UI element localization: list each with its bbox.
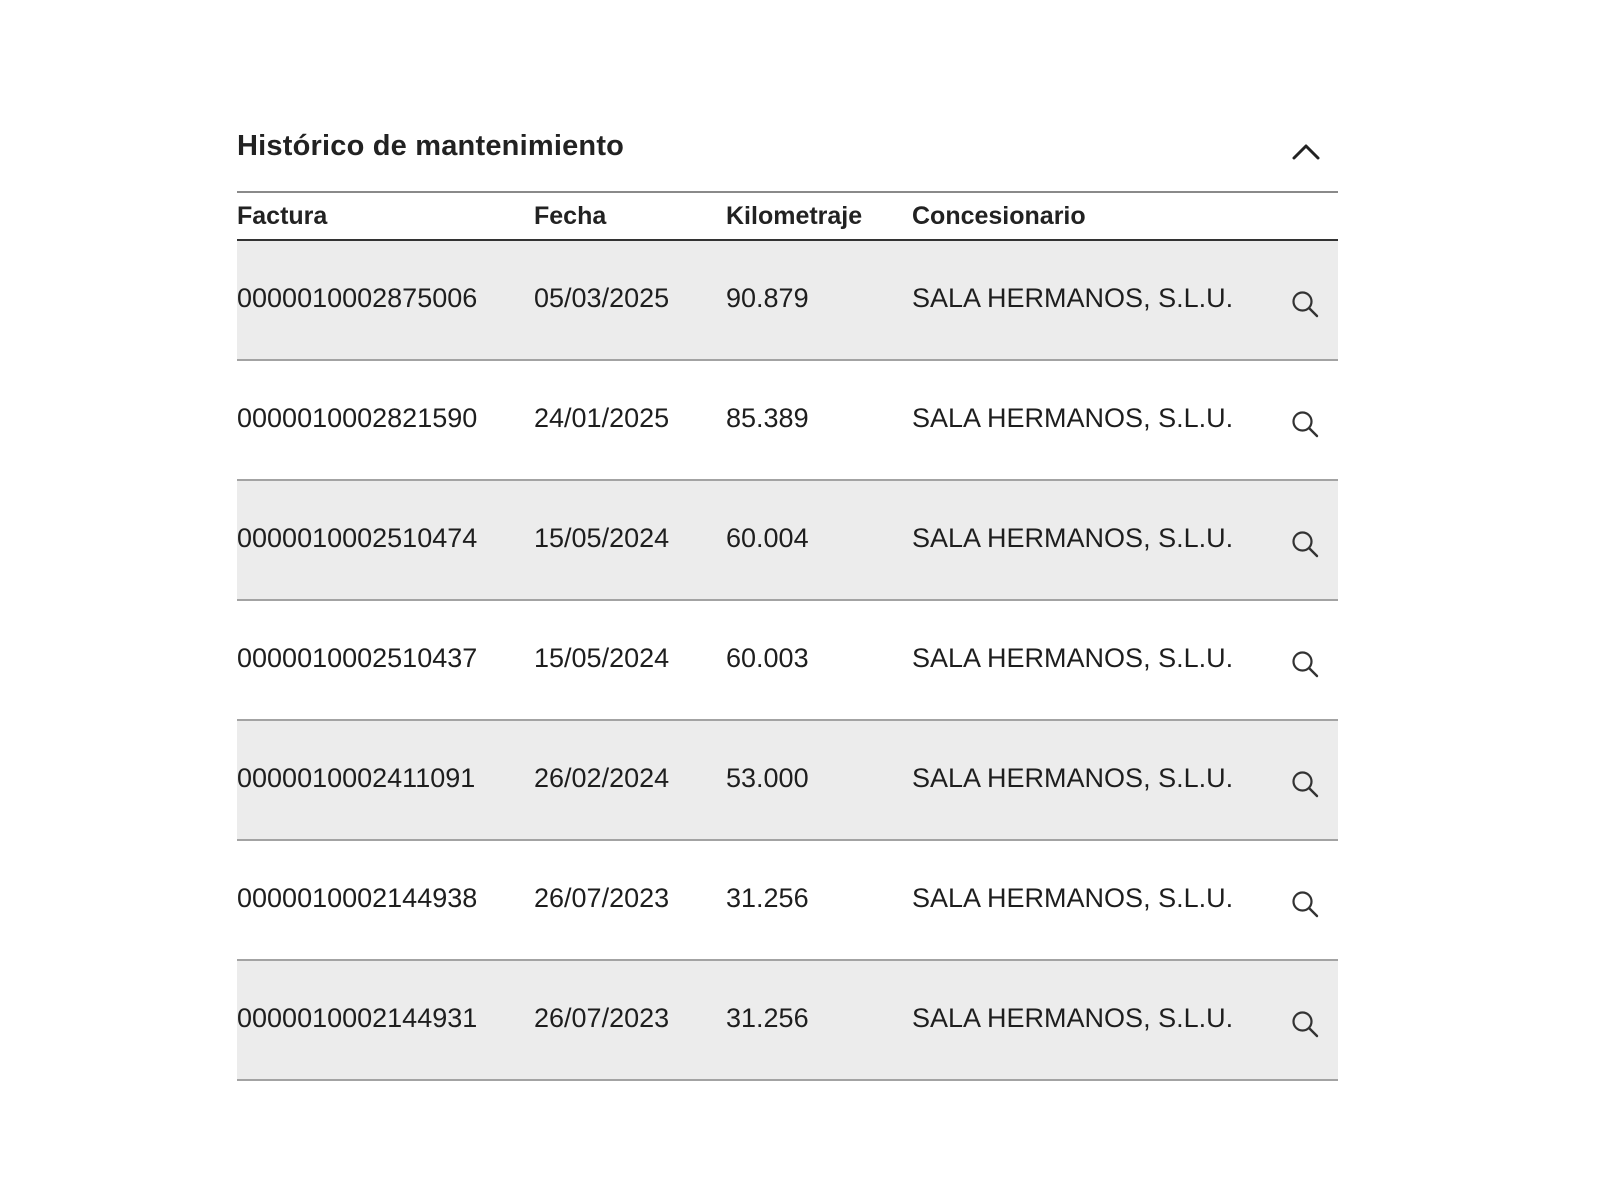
table-row bbox=[237, 241, 1338, 361]
search-icon bbox=[1290, 1009, 1320, 1039]
table-row bbox=[237, 721, 1338, 841]
column-header-kilometraje: Kilometraje bbox=[726, 201, 863, 230]
view-invoice-button[interactable] bbox=[1286, 885, 1324, 923]
chevron-up-icon bbox=[1291, 142, 1321, 162]
cell-action bbox=[1272, 877, 1338, 923]
cell-kilometraje: 31.256 bbox=[726, 1002, 809, 1033]
cell-kilometraje: 60.003 bbox=[726, 642, 809, 673]
cell-factura: 0000010002821590 bbox=[237, 402, 478, 433]
view-invoice-button[interactable] bbox=[1286, 645, 1324, 683]
cell-concesionario: SALA HERMANOS, S.L.U. bbox=[912, 882, 1234, 913]
column-header-fecha: Fecha bbox=[534, 201, 607, 230]
column-header-concesionario: Concesionario bbox=[912, 201, 1086, 230]
cell-fecha: 24/01/2025 bbox=[534, 402, 670, 433]
panel-title: Histórico de mantenimiento bbox=[237, 130, 625, 162]
view-invoice-button[interactable] bbox=[1286, 285, 1324, 323]
cell-action bbox=[1272, 757, 1338, 803]
cell-kilometraje: 60.004 bbox=[726, 522, 809, 553]
view-invoice-button[interactable] bbox=[1286, 405, 1324, 443]
cell-kilometraje: 90.879 bbox=[726, 282, 809, 313]
view-invoice-button[interactable] bbox=[1286, 765, 1324, 803]
maintenance-table bbox=[237, 193, 1338, 1081]
cell-action bbox=[1272, 277, 1338, 323]
panel-header[interactable] bbox=[237, 118, 1338, 191]
cell-concesionario: SALA HERMANOS, S.L.U. bbox=[912, 282, 1234, 313]
maintenance-history-panel bbox=[237, 118, 1338, 1081]
cell-factura: 0000010002510437 bbox=[237, 642, 478, 673]
table-row bbox=[237, 361, 1338, 481]
table-row bbox=[237, 961, 1338, 1081]
cell-action bbox=[1272, 997, 1338, 1043]
cell-concesionario: SALA HERMANOS, S.L.U. bbox=[912, 1002, 1234, 1033]
table-row bbox=[237, 841, 1338, 961]
cell-kilometraje: 85.389 bbox=[726, 402, 809, 433]
view-invoice-button[interactable] bbox=[1286, 1005, 1324, 1043]
cell-fecha: 26/07/2023 bbox=[534, 1002, 670, 1033]
cell-fecha: 15/05/2024 bbox=[534, 522, 670, 553]
cell-fecha: 05/03/2025 bbox=[534, 282, 670, 313]
cell-factura: 0000010002144938 bbox=[237, 882, 478, 913]
cell-factura: 0000010002144931 bbox=[237, 1002, 478, 1033]
cell-concesionario: SALA HERMANOS, S.L.U. bbox=[912, 522, 1234, 553]
search-icon bbox=[1290, 649, 1320, 679]
cell-fecha: 26/07/2023 bbox=[534, 882, 670, 913]
cell-kilometraje: 53.000 bbox=[726, 762, 809, 793]
cell-concesionario: SALA HERMANOS, S.L.U. bbox=[912, 402, 1234, 433]
cell-fecha: 15/05/2024 bbox=[534, 642, 670, 673]
search-icon bbox=[1290, 769, 1320, 799]
view-invoice-button[interactable] bbox=[1286, 525, 1324, 563]
table-row bbox=[237, 481, 1338, 601]
cell-action bbox=[1272, 397, 1338, 443]
cell-factura: 0000010002411091 bbox=[237, 762, 476, 793]
cell-factura: 0000010002875006 bbox=[237, 282, 478, 313]
cell-kilometraje: 31.256 bbox=[726, 882, 809, 913]
column-header-factura: Factura bbox=[237, 201, 328, 230]
collapse-button[interactable] bbox=[1286, 134, 1326, 170]
cell-action bbox=[1272, 637, 1338, 683]
cell-concesionario: SALA HERMANOS, S.L.U. bbox=[912, 762, 1234, 793]
search-icon bbox=[1290, 889, 1320, 919]
table-row bbox=[237, 601, 1338, 721]
cell-concesionario: SALA HERMANOS, S.L.U. bbox=[912, 642, 1234, 673]
search-icon bbox=[1290, 289, 1320, 319]
table-body bbox=[237, 241, 1338, 1081]
search-icon bbox=[1290, 529, 1320, 559]
search-icon bbox=[1290, 409, 1320, 439]
table-header-row bbox=[237, 193, 1338, 241]
cell-factura: 0000010002510474 bbox=[237, 522, 478, 553]
cell-action bbox=[1272, 517, 1338, 563]
cell-fecha: 26/02/2024 bbox=[534, 762, 670, 793]
